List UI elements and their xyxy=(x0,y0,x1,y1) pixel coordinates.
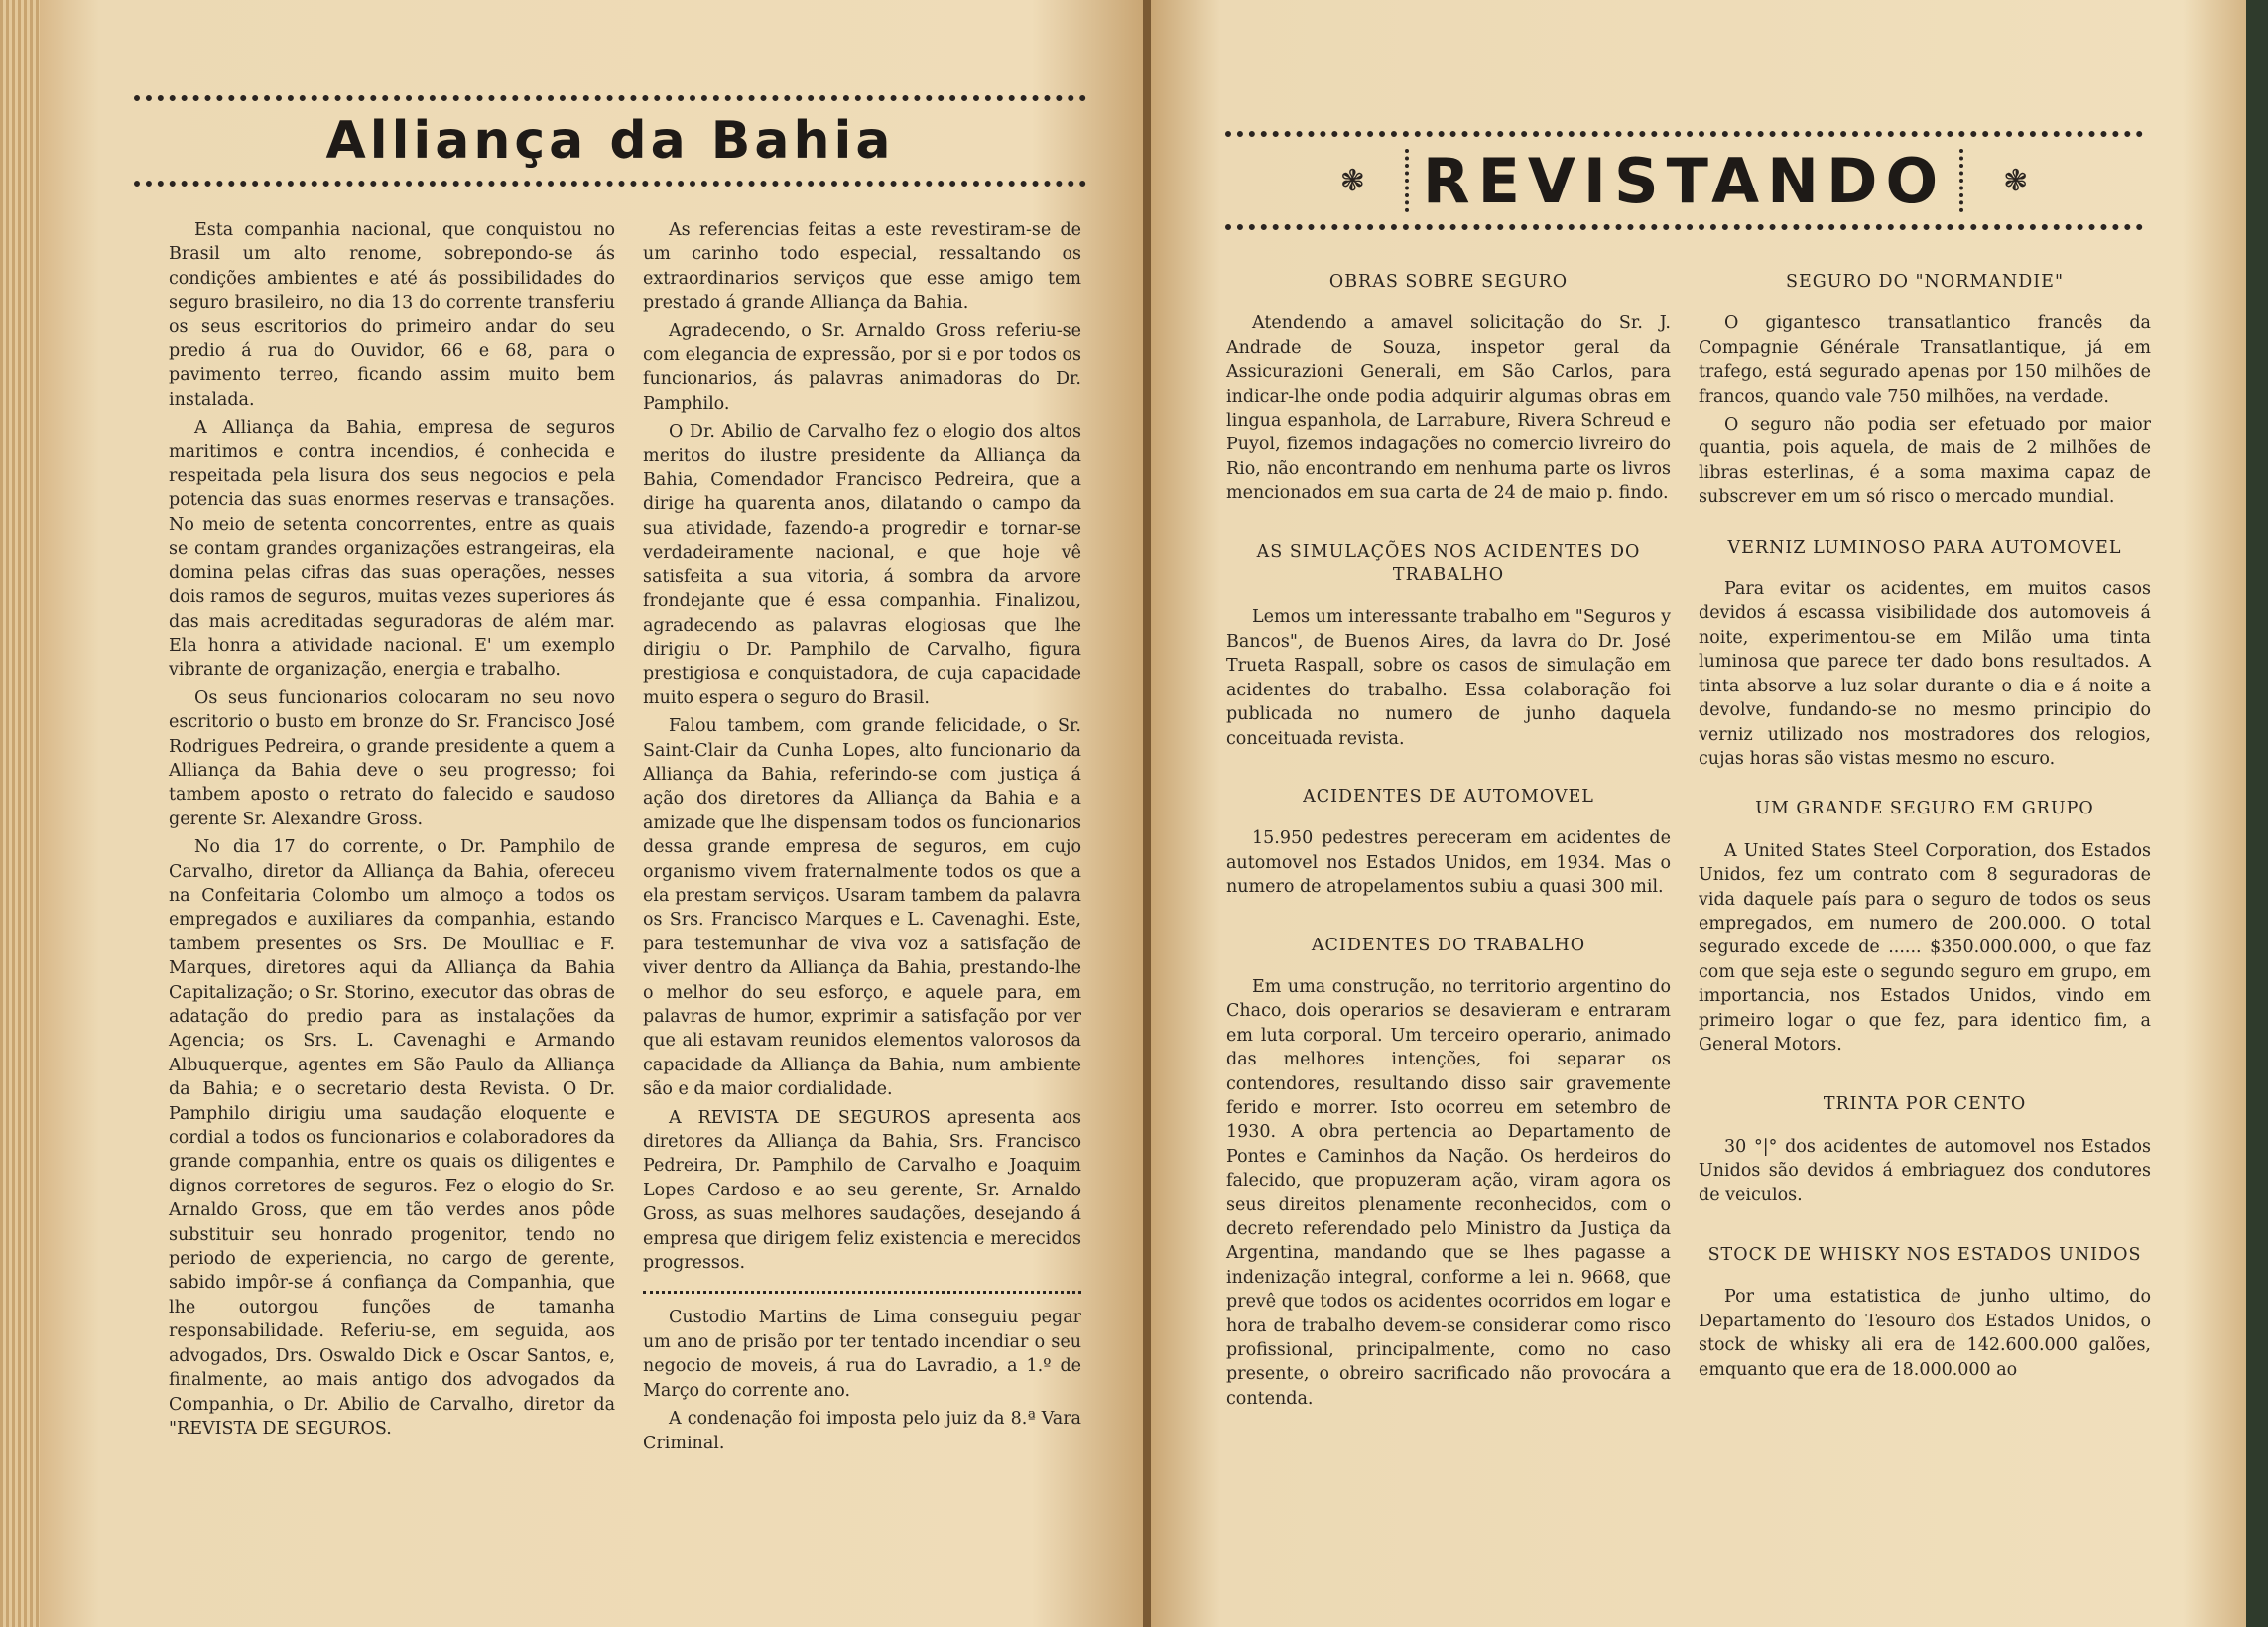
paragraph: Agradecendo, o Sr. Arnaldo Gross referiu-se com elegancia de expressão, por si e por todos os funcionarios, ás palavras animadoras do Dr. Pamphilo. xyxy=(643,320,1081,414)
dotted-divider xyxy=(643,1291,1081,1294)
paragraph: As referencias feitas a este revestiram-se de um carinho todo especial, ressaltando os extraordinarios serviços que esse amigo tem prestado á grande Alliança da Bahia. xyxy=(643,220,1081,313)
article-title: Alliança da Bahia xyxy=(325,111,895,171)
paragraph: Os seus funcionarios colocaram no seu novo escritorio o busto em bronze do Sr. Francisco José Rodrigues Pedreira, o grande presidente a quem a Alliança da Bahia deve o seu progresso; foi tambem aposto o retrato do falecido e saudoso gerente Sr. Alexandre Gross. xyxy=(169,688,615,829)
item-heading: TRINTA POR CENTO xyxy=(1823,1094,2027,1115)
left-column-2 xyxy=(643,218,1081,1459)
item-heading: SEGURO DO "NORMANDIE" xyxy=(1785,272,2065,292)
paragraph: A condenação foi imposta pelo juiz da 8.ª Vara Criminal. xyxy=(643,1409,1081,1453)
paragraph: A Alliança da Bahia, empresa de seguros maritimos e contra incendios, é conhecida e respeitada pela lisura dos seus negocios e pela potencia das suas enormes reservas e transações. No meio de setenta concorrentes, entre as quais se contam grandes organizações estrangeiras, ela domina pelas cifras das suas operações, nesses dois ramos de seguros, muitas vezes superiores ás das mais acreditadas seguradoras de além mar. Ela honra a atividade nacional. E' um exemplo vibrante de organização, energia e trabalho. xyxy=(169,418,615,681)
ornament-right-icon: ❃ xyxy=(2003,163,2029,198)
revistando-title-box xyxy=(1405,144,1963,217)
item-heading: ACIDENTES DE AUTOMOVEL xyxy=(1303,786,1594,807)
paragraph: 15.950 pedestres pereceram em acidentes de automovel nos Estados Unidos, em 1934. Mas o numero de atropelamentos subiu a quasi 300 mil. xyxy=(1226,828,1671,898)
item-heading: AS SIMULAÇÕES NOS ACIDENTES DO TRABALHO xyxy=(1256,541,1641,586)
left-column-1 xyxy=(169,218,615,1444)
right-column-2 xyxy=(1699,258,2151,1386)
paragraph: Por uma estatistica de junho ultimo, do Departamento do Tesouro dos Estados Unidos, o stock de whisky ali era de 142.600.000 galões, emquanto que era de 18.000.000 ao xyxy=(1699,1287,2151,1380)
paragraph: Custodio Martins de Lima conseguiu pegar um ano de prisão por ter tentado incendiar o seu negocio de moveis, á rua do Lavradio, a 1.º de Março do corrente ano. xyxy=(643,1308,1081,1401)
item-heading: UM GRANDE SEGURO EM GRUPO xyxy=(1755,799,2094,819)
paragraph: Para evitar os acidentes, em muitos casos devidos á escassa visibilidade dos automoveis á noite, experimentou-se em Milão uma tinta luminosa que parece ter dado bons resultados. A tinta absorve a luz solar durante o dia e á noite a devolve, fundando-se no mesmo principio do verniz utilizado nos mostradores dos relogios, cujas horas são vistas mesmo no escuro. xyxy=(1699,579,2151,769)
book-spine xyxy=(1143,0,1151,1627)
item-heading: VERNIZ LUMINOSO PARA AUTOMOVEL xyxy=(1727,537,2122,558)
paragraph: Lemos um interessante trabalho em "Seguros y Bancos", de Buenos Aires, da lavra do Dr. José Trueta Raspall, sobre os casos de simulação em acidentes do trabalho. Essa colaboração foi publicada no numero de junho daquela conceituada revista. xyxy=(1226,607,1671,749)
paragraph: O gigantesco transatlantico francês da Compagnie Générale Transatlantique, já em trafego, está segurado apenas por 150 milhões de francos, quando vale 750 milhões, na verdade. xyxy=(1699,313,2151,407)
section-title: REVISTANDO xyxy=(1422,144,1947,217)
page-edges xyxy=(0,0,40,1627)
paragraph: O Dr. Abilio de Carvalho fez o elogio dos altos meritos do ilustre presidente da Alliança da Bahia, Comendador Francisco Pedreira, que a dirige ha quarenta anos, dilatando o campo da sua atividade, fazendo-a progredir e tornar-se verdadeiramente nacional, e que hoje vê satisfeita a sua vitoria, á sombra da arvore frondejante que é essa companhia. Finalizou, agradecendo as palavras elogiosas que lhe dirigiu o Dr. Pamphilo de Carvalho, figura prestigiosa e conquistadora, de cuja capacidade muito espera o seguro do Brasil. xyxy=(643,422,1081,708)
paragraph: A United States Steel Corporation, dos Estados Unidos, fez um contrato com 8 seguradoras de vida daquele país para o seguro de todos os seus empregados, em numero de 200.000. O total segurado excede de ...... $350.000.000, o que faz com que seja este o segundo seguro em grupo, em importancia, nos Estados Unidos, vindo em primeiro logar o que fez, para identico fim, a General Motors. xyxy=(1699,840,2151,1055)
paragraph: Falou tambem, com grande felicidade, o Sr. Saint-Clair da Cunha Lopes, alto funcionario da Alliança da Bahia, referindo-se com justiça á ação dos diretores da Alliança da Bahia e a amizade que lhe dispensam todos os funcionarios dessa grande empresa de seguros, em cujo organismo vivem fraternalmente todos os que a ela prestam serviços. Usaram tambem da palavra os Srs. Francisco Marques e L. Cavenaghi. Este, para testemunhar de viva voz a satisfação de viver dentro da Alliança da Bahia, prestando-lhe o melhor do seu esforço, e aquele para, em palavras de humor, exprimir a satisfação por ver que ali estavam reunidos elementos valorosos da capacidade da Alliança da Bahia, num ambiente são e da maior cordialidade. xyxy=(643,716,1081,1100)
paragraph: Atendendo a amavel solicitação do Sr. J. Andrade de Souza, inspetor geral da Assicurazioni Generali, em São Carlos, para indicar-lhe onde podia adquirir algumas obras em lingua espanhola, de Larrabure, Rivera Schreud e Puyol, fizemos indagações no comercio livreiro do Rio, não encontrando em nenhuma parte os livros mencionados em sua carta de 24 de maio p. findo. xyxy=(1226,313,1671,504)
revistando-title-banner xyxy=(1225,131,2143,230)
item-heading: STOCK DE WHISKY NOS ESTADOS UNIDOS xyxy=(1707,1245,2142,1265)
ornament-left-icon: ❃ xyxy=(1339,163,1365,198)
paragraph: A REVISTA DE SEGUROS apresenta aos diretores da Alliança da Bahia, Srs. Francisco Pedreira, Dr. Pamphilo de Carvalho e Joaquim Lopes Cardoso e ao seu gerente, Sr. Arnaldo Gross, as suas melhores saudações, desejando á empresa que dirigem feliz existencia e merecidos progressos. xyxy=(643,1107,1081,1274)
book-cover-edge xyxy=(2246,0,2268,1627)
paragraph: O seguro não podia ser efetuado por maior quantia, pois aquela, de mais de 2 milhões de libras esterlinas, é a soma maxima capaz de subscrever em um só risco o mercado mundial. xyxy=(1699,415,2151,508)
item-heading: ACIDENTES DO TRABALHO xyxy=(1311,935,1586,955)
paragraph: Em uma construção, no territorio argentino do Chaco, dois operarios se desavieram e entraram em luta corporal. Um terceiro operario, animado das melhores intenções, foi separar os contendores, resultando disso sair gravemente ferido e morrer. Isto ocorreu em setembro de 1930. A obra pertencia ao Departamento de Pontes e Caminhos da Nação. Os herdeiros do falecido, que propuzeram ação, viram agora os seus direitos plenamente reconhecidos, com o decreto referendado pelo Ministro da Justiça da Argentina, mandando que se lhes pagasse a indenização integral, conforme a lei n. 9668, que prevê que todos os acidentes ocorridos em logar e hora de trabalho devem-se considerar como risco profissional, principalmente, como no caso presente, o obreiro sacrificado não provocára a contenda. xyxy=(1226,976,1671,1409)
paragraph: Esta companhia nacional, que conquistou no Brasil um alto renome, sobrepondo-se ás condições ambientes e até ás possibilidades do seguro brasileiro, no dia 13 do corrente transferiu os seus escritorios do primeiro andar do seu predio á rua do Ouvidor, 66 e 68, para o pavimento terreo, ficando assim muito bem instalada. xyxy=(169,220,615,410)
paragraph: 30 °|° dos acidentes de automovel nos Estados Unidos são devidos á embriaguez dos condutores de veiculos. xyxy=(1699,1136,2151,1205)
alliança-title-banner xyxy=(134,95,1086,187)
right-column-1 xyxy=(1226,258,1671,1415)
paragraph: No dia 17 do corrente, o Dr. Pamphilo de Carvalho, diretor da Alliança da Bahia, ofereceu na Confeitaria Colombo um almoço a todos os empregados e auxiliares da companhia, estando tambem presentes os Srs. De Moulliac e F. Marques, diretores aqui da Alliança da Bahia Capitalização; o Sr. Storino, executor das obras de adatação do predio para as instalações da Agencia; os Srs. L. Cavenaghi e Armando Albuquerque, agentes em São Paulo da Alliança da Bahia; e o secretario desta Revista. O Dr. Pamphilo dirigiu uma saudação eloquente e cordial a todos os funcionarios e colaboradores da grande companhia, entre os quais os diligentes e dignos corretores de seguros. Fez o elogio do Sr. Arnaldo Gross, que em tão verdes anos pôde substituir seu honrado progenitor, tendo no periodo de experiencia, no cargo de gerente, sabido impôr-se á confiança da Companhia, que lhe outorgou funções de tamanha responsabilidade. Referiu-se, em seguida, aos advogados, Drs. Oswaldo Dick e Oscar Santos, e, finalmente, ao mais antigo dos advogados da Companhia, o Dr. Abilio de Carvalho, diretor da "REVISTA DE SEGUROS. xyxy=(169,837,615,1439)
item-heading: OBRAS SOBRE SEGURO xyxy=(1328,272,1569,292)
